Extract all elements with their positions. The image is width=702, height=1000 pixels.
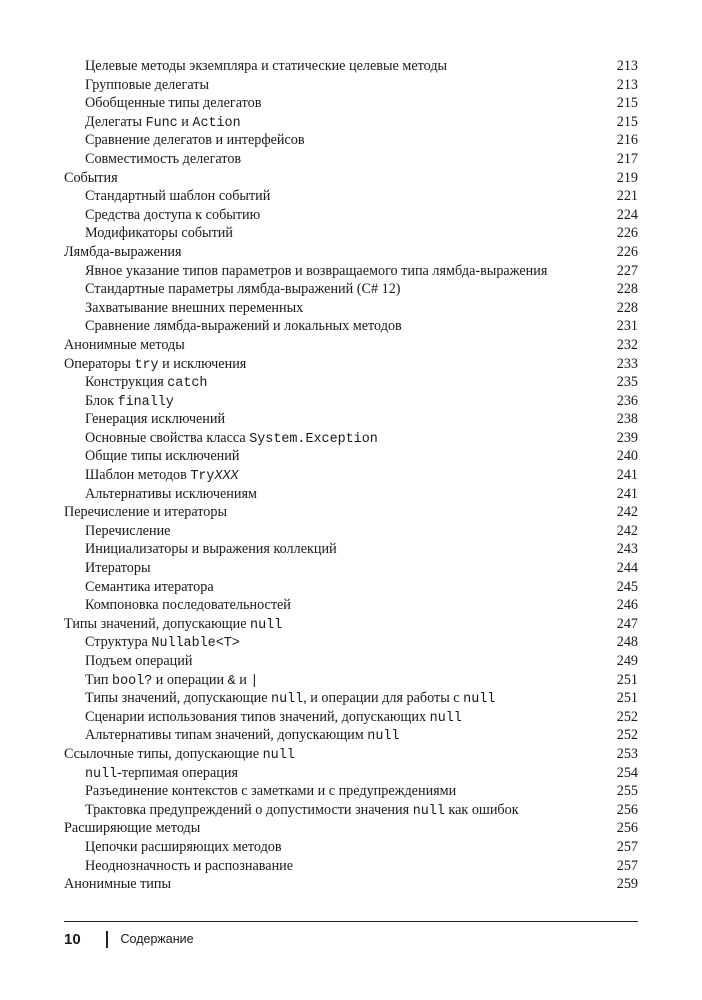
toc-entry-page-number: 245 <box>616 578 638 595</box>
toc-entry-page-number: 221 <box>616 188 638 205</box>
toc-entry-code-fragment: null <box>85 766 118 782</box>
toc-entry-code-fragment: null <box>367 729 400 745</box>
toc-entry-title <box>64 689 495 710</box>
toc-entry-text-fragment: Ссылочные типы, допускающие <box>64 745 263 762</box>
toc-entry-text-fragment: как ошибок <box>444 801 519 818</box>
page-footer <box>64 929 194 949</box>
toc-entry-page-number: 244 <box>616 560 638 577</box>
toc-entry-title <box>64 466 239 487</box>
toc-entry-code-fragment: Nullable<T> <box>151 636 240 652</box>
toc-subsection-entry <box>64 447 638 466</box>
toc-entry-text-fragment: Целевые методы экземпляра и статические целевые методы <box>85 58 448 74</box>
toc-entry-page-number: 252 <box>616 727 638 744</box>
toc-entry-title <box>64 503 227 522</box>
toc-subsection-entry <box>64 299 638 318</box>
toc-entry-page-number: 259 <box>616 876 638 893</box>
toc-entry-code-fragment: try <box>134 357 159 373</box>
toc-entry-title <box>64 392 174 413</box>
toc-entry-title <box>64 745 295 766</box>
toc-entry-page-number: 228 <box>616 281 638 298</box>
toc-entry-title <box>64 671 258 692</box>
toc-subsection-entry <box>64 522 638 541</box>
running-section-label: Содержание <box>120 932 194 946</box>
toc-section-entry <box>64 243 638 262</box>
toc-entry-text-fragment: Модификаторы событий <box>85 225 233 242</box>
toc-entry-text-fragment: Перечисление и итераторы <box>64 504 227 521</box>
toc-entry-text-fragment: и операции <box>152 671 228 688</box>
toc-entry-title <box>64 708 462 729</box>
toc-section-entry <box>64 745 638 764</box>
toc-entry-title <box>64 150 241 169</box>
toc-subsection-entry <box>64 764 638 783</box>
toc-subsection-entry <box>64 280 638 299</box>
toc-section-entry <box>64 355 638 374</box>
toc-entry-page-number: 257 <box>616 838 638 855</box>
toc-subsection-entry <box>64 540 638 559</box>
toc-entry-text-fragment: Конструкция <box>85 374 168 391</box>
footer-divider <box>64 921 638 922</box>
toc-subsection-entry <box>64 187 638 206</box>
toc-subsection-entry <box>64 652 638 671</box>
toc-subsection-entry <box>64 150 638 169</box>
toc-entry-text-fragment: Стандартный шаблон событий <box>85 188 271 205</box>
toc-subsection-entry <box>64 485 638 504</box>
table-of-contents <box>64 57 638 894</box>
toc-entry-text-fragment: Основные свойства класса <box>85 429 250 446</box>
toc-subsection-entry <box>64 708 638 727</box>
toc-entry-page-number: 217 <box>616 150 638 167</box>
toc-section-entry <box>64 615 638 634</box>
toc-entry-text-fragment: и исключения <box>158 355 247 372</box>
toc-entry-text-fragment: Семантика итератора <box>85 578 214 595</box>
toc-entry-page-number: 238 <box>616 411 638 428</box>
toc-subsection-entry <box>64 131 638 150</box>
toc-entry-text-fragment: Операторы <box>64 355 135 372</box>
toc-entry-title <box>64 373 207 394</box>
toc-entry-text-fragment: и <box>177 113 193 130</box>
toc-subsection-entry <box>64 801 638 820</box>
toc-entry-page-number: 241 <box>616 467 638 484</box>
toc-subsection-entry <box>64 633 638 652</box>
toc-subsection-entry <box>64 429 638 448</box>
toc-entry-page-number: 257 <box>616 857 638 874</box>
toc-entry-code-fragment: Try <box>190 469 215 485</box>
toc-entry-page-number: 239 <box>616 429 638 446</box>
toc-entry-title <box>64 131 305 150</box>
toc-entry-title <box>64 76 209 95</box>
toc-entry-text-fragment: Типы значений, допускающие <box>85 690 272 707</box>
toc-entry-page-number: 243 <box>616 541 638 558</box>
toc-entry-text-fragment: Расширяющие методы <box>64 820 201 837</box>
toc-entry-page-number: 247 <box>616 615 638 632</box>
toc-subsection-entry <box>64 782 638 801</box>
toc-entry-title <box>64 447 239 466</box>
toc-subsection-entry <box>64 596 638 615</box>
toc-entry-text-fragment: , и операции для работы с <box>303 690 464 707</box>
toc-entry-title <box>64 336 185 355</box>
toc-subsection-entry <box>64 76 638 95</box>
toc-entry-text-fragment: Цепочки расширяющих методов <box>85 838 282 855</box>
toc-entry-page-number: 256 <box>616 820 638 837</box>
toc-entry-text-fragment: События <box>64 169 118 186</box>
toc-entry-title <box>64 819 200 838</box>
toc-entry-text-fragment: Структура <box>85 634 152 651</box>
toc-entry-text-fragment: Итераторы <box>85 560 151 577</box>
toc-entry-text-fragment: Типы значений, допускающие <box>64 615 251 632</box>
toc-entry-page-number: 231 <box>616 318 638 335</box>
toc-entry-title <box>64 169 118 188</box>
footer-separator <box>106 931 108 948</box>
toc-entry-title <box>64 801 519 822</box>
toc-entry-text-fragment: Совместимость делегатов <box>85 150 242 167</box>
toc-subsection-entry <box>64 373 638 392</box>
toc-entry-text-fragment: Неоднозначность и распознавание <box>85 857 294 874</box>
toc-entry-title <box>64 485 257 504</box>
toc-entry-title <box>64 113 241 134</box>
toc-entry-title <box>64 280 401 299</box>
toc-subsection-entry <box>64 838 638 857</box>
toc-entry-text-fragment: Компоновка последовательностей <box>85 597 291 614</box>
toc-entry-title <box>64 726 399 747</box>
toc-entry-text-fragment: Анонимные методы <box>64 336 185 353</box>
toc-subsection-entry <box>64 57 638 76</box>
page-number: 10 <box>64 930 81 948</box>
toc-entry-text-fragment: Сравнение делегатов и интерфейсов <box>85 132 305 149</box>
toc-entry-text-fragment: Альтернативы типам значений, допускающим <box>85 727 368 744</box>
toc-entry-text-fragment: Лямбда-выражения <box>64 243 182 260</box>
toc-entry-text-fragment: Блок <box>85 392 118 409</box>
toc-entry-code-fragment: null <box>250 617 283 633</box>
toc-entry-title <box>64 243 181 262</box>
toc-entry-title <box>64 262 547 281</box>
toc-entry-page-number: 226 <box>616 225 638 242</box>
toc-entry-page-number: 219 <box>616 169 638 186</box>
toc-entry-text-fragment: и <box>235 671 251 688</box>
toc-subsection-entry <box>64 224 638 243</box>
toc-entry-text-fragment: Разъединение контекстов с заметками и с предупреждениями <box>85 783 457 800</box>
toc-entry-title <box>64 596 291 615</box>
toc-entry-page-number: 240 <box>616 448 638 465</box>
toc-entry-code-fragment: catch <box>167 376 208 392</box>
toc-entry-title <box>64 764 238 785</box>
toc-entry-page-number: 235 <box>616 374 638 391</box>
toc-entry-text-fragment: Альтернативы исключениям <box>85 485 257 502</box>
toc-entry-text-fragment: Групповые делегаты <box>85 76 210 93</box>
toc-entry-text-fragment: Общие типы исключений <box>85 448 240 465</box>
toc-entry-title <box>64 782 456 801</box>
toc-entry-page-number: 215 <box>616 95 638 112</box>
toc-entry-title <box>64 299 303 318</box>
toc-entry-page-number: 253 <box>616 745 638 762</box>
toc-entry-page-number: 248 <box>616 634 638 651</box>
toc-entry-title <box>64 187 270 206</box>
toc-entry-page-number: 241 <box>616 485 638 502</box>
toc-subsection-entry <box>64 206 638 225</box>
toc-entry-text-fragment: Тип <box>85 671 113 688</box>
toc-subsection-entry <box>64 94 638 113</box>
toc-entry-title <box>64 838 282 857</box>
toc-entry-code-fragment: null <box>271 692 304 708</box>
toc-entry-page-number: 213 <box>616 58 638 74</box>
toc-entry-page-number: 254 <box>616 764 638 781</box>
toc-entry-title <box>64 94 261 113</box>
toc-entry-page-number: 236 <box>616 392 638 409</box>
toc-entry-page-number: 252 <box>616 708 638 725</box>
toc-entry-code-fragment: & <box>227 673 236 689</box>
toc-subsection-entry <box>64 689 638 708</box>
toc-section-entry <box>64 336 638 355</box>
toc-entry-title <box>64 875 171 894</box>
toc-entry-page-number: 232 <box>616 336 638 353</box>
toc-subsection-entry <box>64 671 638 690</box>
toc-entry-title <box>64 857 293 876</box>
toc-entry-title <box>64 522 170 541</box>
toc-entry-text-fragment: Анонимные типы <box>64 876 171 893</box>
toc-entry-page-number: 224 <box>616 206 638 223</box>
toc-entry-page-number: 213 <box>616 76 638 93</box>
toc-entry-title <box>64 224 233 243</box>
toc-entry-text-fragment: Сравнение лямбда-выражений и локальных методов <box>85 318 402 335</box>
toc-entry-text-fragment: -терпимая операция <box>117 764 238 781</box>
toc-entry-page-number: 251 <box>616 671 638 688</box>
toc-entry-code-fragment: Func <box>145 115 178 131</box>
toc-entry-title <box>64 410 225 429</box>
toc-section-entry <box>64 503 638 522</box>
toc-subsection-entry <box>64 317 638 336</box>
toc-entry-code-fragment: System.Exception <box>249 431 378 447</box>
toc-entry-text-fragment: Генерация исключений <box>85 411 226 428</box>
toc-section-entry <box>64 819 638 838</box>
toc-entry-page-number: 242 <box>616 522 638 539</box>
toc-entry-page-number: 242 <box>616 504 638 521</box>
toc-entry-title <box>64 559 151 578</box>
toc-entry-text-fragment: Шаблон методов <box>85 467 191 484</box>
toc-subsection-entry <box>64 392 638 411</box>
toc-entry-page-number: 255 <box>616 783 638 800</box>
toc-entry-text-fragment: Инициализаторы и выражения коллекций <box>85 541 337 558</box>
toc-entry-page-number: 251 <box>616 690 638 707</box>
toc-entry-title <box>64 540 337 559</box>
toc-entry-code-fragment: Action <box>192 115 241 131</box>
toc-entry-text-fragment: Захватывание внешних переменных <box>85 299 304 316</box>
toc-subsection-entry <box>64 262 638 281</box>
toc-subsection-entry <box>64 559 638 578</box>
toc-entry-code-fragment: | <box>250 673 259 689</box>
toc-subsection-entry <box>64 466 638 485</box>
toc-entry-code-fragment: bool? <box>112 673 153 689</box>
toc-subsection-entry <box>64 113 638 132</box>
toc-section-entry <box>64 875 638 894</box>
toc-subsection-entry <box>64 726 638 745</box>
toc-entry-title <box>64 615 282 636</box>
toc-entry-title <box>64 652 192 671</box>
toc-entry-page-number: 216 <box>616 132 638 149</box>
toc-entry-page-number: 233 <box>616 355 638 372</box>
toc-entry-title <box>64 355 246 376</box>
toc-entry-page-number: 226 <box>616 243 638 260</box>
toc-entry-code-fragment: null <box>412 803 445 819</box>
toc-entry-text-fragment: Перечисление <box>85 522 171 539</box>
toc-entry-title <box>64 206 260 225</box>
toc-entry-text-fragment: Обобщенные типы делегатов <box>85 95 262 112</box>
toc-subsection-entry <box>64 410 638 429</box>
toc-entry-page-number: 227 <box>616 262 638 279</box>
toc-entry-code-fragment: null <box>463 692 496 708</box>
toc-entry-title <box>64 57 447 76</box>
toc-entry-text-fragment: Сценарии использования типов значений, допускающих <box>85 708 430 725</box>
toc-entry-page-number: 256 <box>616 801 638 818</box>
toc-entry-page-number: 249 <box>616 653 638 669</box>
toc-subsection-entry <box>64 578 638 597</box>
toc-entry-text-fragment: Подъем операций <box>85 653 193 669</box>
toc-section-entry <box>64 169 638 188</box>
toc-entry-page-number: 215 <box>616 113 638 130</box>
toc-entry-text-fragment: Стандартные параметры лямбда-выражений (C# 12) <box>85 281 401 298</box>
toc-entry-code-fragment: XXX <box>214 469 239 485</box>
toc-entry-text-fragment: Делегаты <box>85 113 146 130</box>
toc-entry-title <box>64 633 240 654</box>
toc-entry-title <box>64 578 214 597</box>
toc-entry-code-fragment: null <box>429 710 462 726</box>
toc-entry-page-number: 246 <box>616 597 638 614</box>
toc-entry-code-fragment: finally <box>117 394 174 410</box>
toc-entry-text-fragment: Явное указание типов параметров и возвращаемого типа лямбда-выражения <box>85 262 548 279</box>
toc-entry-code-fragment: null <box>262 747 295 763</box>
toc-subsection-entry <box>64 857 638 876</box>
toc-entry-text-fragment: Трактовка предупреждений о допустимости значения <box>85 801 413 818</box>
toc-entry-title <box>64 429 378 450</box>
toc-entry-page-number: 228 <box>616 299 638 316</box>
toc-entry-text-fragment: Средства доступа к событию <box>85 206 261 223</box>
toc-entry-title <box>64 317 402 336</box>
